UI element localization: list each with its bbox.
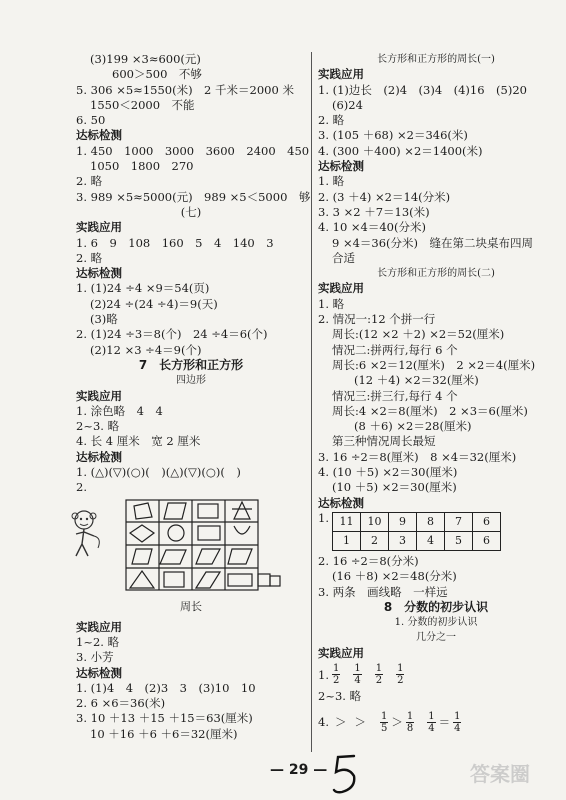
page-number: — 29 —: [270, 762, 328, 778]
numerator: 1: [332, 663, 340, 675]
table-cell: 8: [417, 512, 445, 531]
section-heading: 实践应用: [76, 619, 122, 634]
answer-line: 4. (10 ＋5) ×2＝30(厘米): [318, 465, 458, 480]
denominator: 5: [380, 722, 388, 734]
answer-line: 情况三:拼三行,每行 4 个: [332, 388, 458, 403]
denominator: 4: [354, 675, 361, 687]
answer-line: 周长:4 ×2＝8(厘米) 2 ×3＝6(厘米): [332, 403, 528, 418]
section-heading: 达标检测: [76, 665, 122, 680]
answer-line: 1. (1)4 4 (2)3 3 (3)10 10: [76, 680, 256, 695]
answer-line: (12 ＋4) ×2＝32(厘米): [354, 373, 479, 388]
table-cell: 6: [473, 531, 501, 550]
section-heading: 实践应用: [76, 220, 122, 235]
answer-line: 2. 16 ÷2＝8(分米): [318, 553, 419, 568]
answer-line: 合适: [332, 250, 355, 265]
answer-line: 9 ×4＝36(分米) 缝在第二块桌布四周: [332, 235, 534, 250]
denominator: 8: [406, 722, 414, 734]
answer-number: 1.: [318, 510, 329, 525]
section-heading: 达标检测: [318, 159, 364, 174]
answer-line: 3. 10 ＋13 ＋15 ＋15＝63(厘米): [76, 711, 253, 726]
right-column: [318, 52, 554, 736]
answer-line: 2. 略: [76, 174, 103, 189]
answer-line: 3. 两条 画线略 一样远: [318, 584, 448, 599]
answer-line: 1550＜2000 不能: [90, 97, 195, 112]
answer-line: 2~3. 略: [318, 688, 362, 703]
section-heading: 实践应用: [318, 281, 364, 296]
watermark: 答案圈: [470, 762, 530, 786]
answer-line: 1. (1)24 ÷4 ×9＝54(页): [76, 281, 210, 296]
answer-line: (6)24: [332, 97, 363, 112]
table-cell: 1: [333, 531, 361, 550]
answer-line: 3. 989 ×5≈5000(元) 989 ×5＜5000 够: [76, 189, 311, 204]
section-heading: 实践应用: [318, 67, 364, 82]
column-divider: [311, 52, 312, 752]
answer-line: (3)199 ×3≈600(元): [90, 52, 201, 66]
fraction: [427, 711, 435, 734]
fraction-answer-line: [318, 708, 554, 736]
answer-line: 3. 16 ÷2＝8(厘米) 8 ×4＝32(厘米): [318, 449, 517, 464]
answer-line: 2. (3 ＋4) ×2＝14(分米): [318, 189, 451, 204]
answer-line: 第三种情况周长最短: [332, 434, 436, 449]
answer-line: (2)24 ÷(24 ÷4)＝9(天): [90, 296, 218, 311]
answer-line: (16 ＋8) ×2＝48(分米): [332, 569, 457, 584]
answer-line: 1. 略: [318, 296, 345, 311]
numerator: 1: [380, 710, 388, 722]
answer-line: (8 ＋6) ×2＝28(厘米): [354, 419, 472, 434]
answer-line: (2)12 ×3 ÷4＝9(个): [90, 342, 202, 357]
quadrilateral-grid: [124, 498, 310, 594]
numerator: 1: [428, 710, 435, 722]
chapter-title: 7 长方形和正方形: [138, 357, 244, 372]
denominator: 2: [375, 675, 383, 687]
table-cell: 10: [361, 512, 389, 531]
answer-line: 2. 略: [318, 113, 345, 128]
table-row: [333, 512, 501, 531]
table-cell: 9: [389, 512, 417, 531]
denominator: 4: [454, 722, 461, 734]
answer-line: 1. (△)(▽)(○)( )(△)(▽)(○)( ): [76, 465, 241, 480]
answer-table-block: [318, 511, 554, 554]
answer-line: 2. (1)24 ÷3＝8(个) 24 ÷4＝6(个): [76, 327, 268, 342]
handwritten-mark: [330, 752, 362, 796]
table-cell: 3: [389, 531, 417, 550]
denominator: 4: [428, 722, 435, 734]
fraction: [353, 663, 361, 686]
comparison-sign: ＝: [438, 715, 451, 730]
lesson-title: 长方形和正方形的周长(一): [377, 54, 495, 65]
answer-line: 1050 1800 270: [90, 159, 194, 174]
answer-line: 3. 小芳: [76, 650, 114, 665]
answer-table: [332, 512, 501, 551]
table-cell: 7: [445, 512, 473, 531]
numerator: 1: [406, 710, 414, 722]
answer-line: 1. (1)边长 (2)4 (3)4 (4)16 (5)20: [318, 82, 527, 97]
lesson-subtitle: (七): [180, 204, 202, 219]
denominator: 2: [397, 675, 404, 687]
table-cell: 5: [445, 531, 473, 550]
answer-line: 4. 10 ×4＝40(分米): [318, 220, 426, 235]
fraction: [406, 711, 414, 734]
table-cell: 2: [361, 531, 389, 550]
table-cell: 4: [417, 531, 445, 550]
answer-line: 2. 6 ×6＝36(米): [76, 696, 166, 711]
figure-caption: 周长: [180, 599, 202, 613]
table-cell: 6: [473, 512, 501, 531]
answer-line: 情况二:拼两行,每行 6 个: [332, 342, 458, 357]
answer-line: 周长:6 ×2＝12(厘米) 2 ×2＝4(厘米): [332, 357, 536, 372]
comparison-sign: ＞: [354, 715, 366, 730]
answer-line: 1. 涂色略 4 4: [76, 403, 163, 418]
answer-line: 1. 450 1000 3000 3600 2400 450: [76, 143, 310, 158]
left-column: [76, 52, 311, 742]
answer-line: 1. 略: [318, 174, 345, 189]
answer-number: 4.: [318, 715, 329, 730]
lesson-title: 长方形和正方形的周长(二): [377, 268, 495, 280]
fraction: [396, 663, 404, 686]
fraction: [380, 711, 388, 734]
comparison-sign: ＞: [391, 715, 403, 730]
numerator: 1: [375, 663, 383, 675]
answer-line: 3. 3 ×2 ＋7＝13(米): [318, 204, 430, 219]
section-heading: 实践应用: [318, 645, 364, 660]
table-row: [333, 531, 501, 550]
chapter-title: 8 分数的初步认识: [383, 599, 489, 614]
answer-line: 3. (105 ＋68) ×2＝346(米): [318, 128, 468, 143]
lesson-subtitle: 几分之一: [416, 632, 456, 644]
answer-line: 2. 情况一:12 个拼一行: [318, 312, 436, 327]
answer-number: 1.: [318, 667, 329, 682]
answer-line: 2~3. 略: [76, 419, 120, 434]
answer-line: 1. 6 9 108 160 5 4 140 3: [76, 235, 274, 250]
numerator: 1: [397, 663, 404, 675]
answer-line: 2.: [76, 480, 87, 495]
fraction: [375, 663, 383, 686]
answer-line: 1~2. 略: [76, 634, 120, 649]
monkey-illustration: [62, 506, 106, 562]
section-heading: 达标检测: [76, 266, 122, 281]
answer-line: (10 ＋5) ×2＝30(厘米): [332, 480, 457, 495]
section-heading: 实践应用: [76, 388, 122, 403]
answer-line: 周长:(12 ×2 ＋2) ×2＝52(厘米): [332, 327, 505, 342]
answer-line: (3)略: [90, 312, 118, 327]
answer-line: 4. (300 ＋400) ×2＝1400(米): [318, 143, 483, 158]
answer-line: 10 ＋16 ＋6 ＋6＝32(厘米): [90, 726, 238, 741]
answer-line: 600＞500 不够: [112, 67, 202, 82]
answer-line: 6. 50: [76, 113, 106, 128]
answer-line: 2. 略: [76, 250, 103, 265]
numerator: 1: [354, 663, 361, 675]
lesson-subtitle: 1. 分数的初步认识: [394, 617, 478, 629]
comparison-sign: ＞: [334, 715, 347, 730]
fraction: [453, 711, 461, 734]
answer-line: 5. 306 ×5≈1550(米) 2 千米＝2000 米: [76, 82, 294, 97]
denominator: 2: [332, 675, 340, 687]
shape-figure: [76, 498, 306, 594]
section-heading: 达标检测: [76, 128, 122, 143]
fraction: [332, 663, 340, 686]
lesson-subtitle: 四边形: [176, 375, 206, 387]
section-heading: 达标检测: [76, 449, 122, 464]
fraction-answer-line: [318, 661, 554, 689]
section-heading: 达标检测: [318, 495, 364, 510]
answer-line: 4. 长 4 厘米 宽 2 厘米: [76, 434, 201, 449]
numerator: 1: [454, 710, 461, 722]
table-cell: 11: [333, 512, 361, 531]
